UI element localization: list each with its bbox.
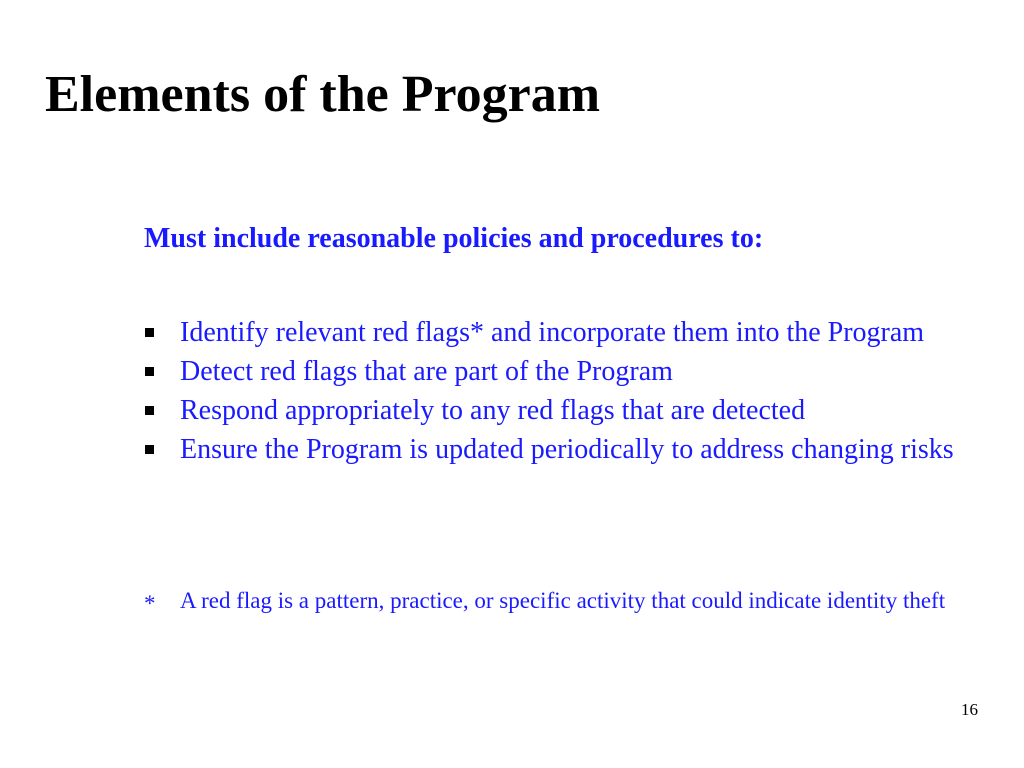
bullet-list: [144, 317, 984, 473]
footnote-text: A red flag is a pattern, practice, or specific activity that could indicate identity theft: [180, 588, 946, 613]
square-bullet-icon: [145, 406, 154, 415]
bullet-text: Detect red flags that are part of the Program: [180, 356, 673, 387]
intro-text: Must include reasonable policies and procedures to:: [144, 223, 764, 254]
bullet-text: Ensure the Program is updated periodically to address changing risks: [180, 434, 954, 465]
bullet-item: [144, 317, 984, 349]
bullet-item: [144, 434, 984, 466]
bullet-item: [144, 356, 984, 388]
bullet-text: Respond appropriately to any red flags that are detected: [180, 395, 806, 426]
slide-title: Elements of the Program: [45, 66, 601, 123]
square-bullet-icon: [145, 328, 154, 337]
square-bullet-icon: [145, 367, 154, 376]
footnote-marker: *: [144, 591, 156, 616]
square-bullet-icon: [145, 445, 154, 454]
bullet-item: [144, 395, 984, 427]
page-number: 16: [961, 700, 978, 719]
footnote: [144, 588, 984, 614]
bullet-text: Identify relevant red flags* and incorporate them into the Program: [180, 317, 925, 348]
